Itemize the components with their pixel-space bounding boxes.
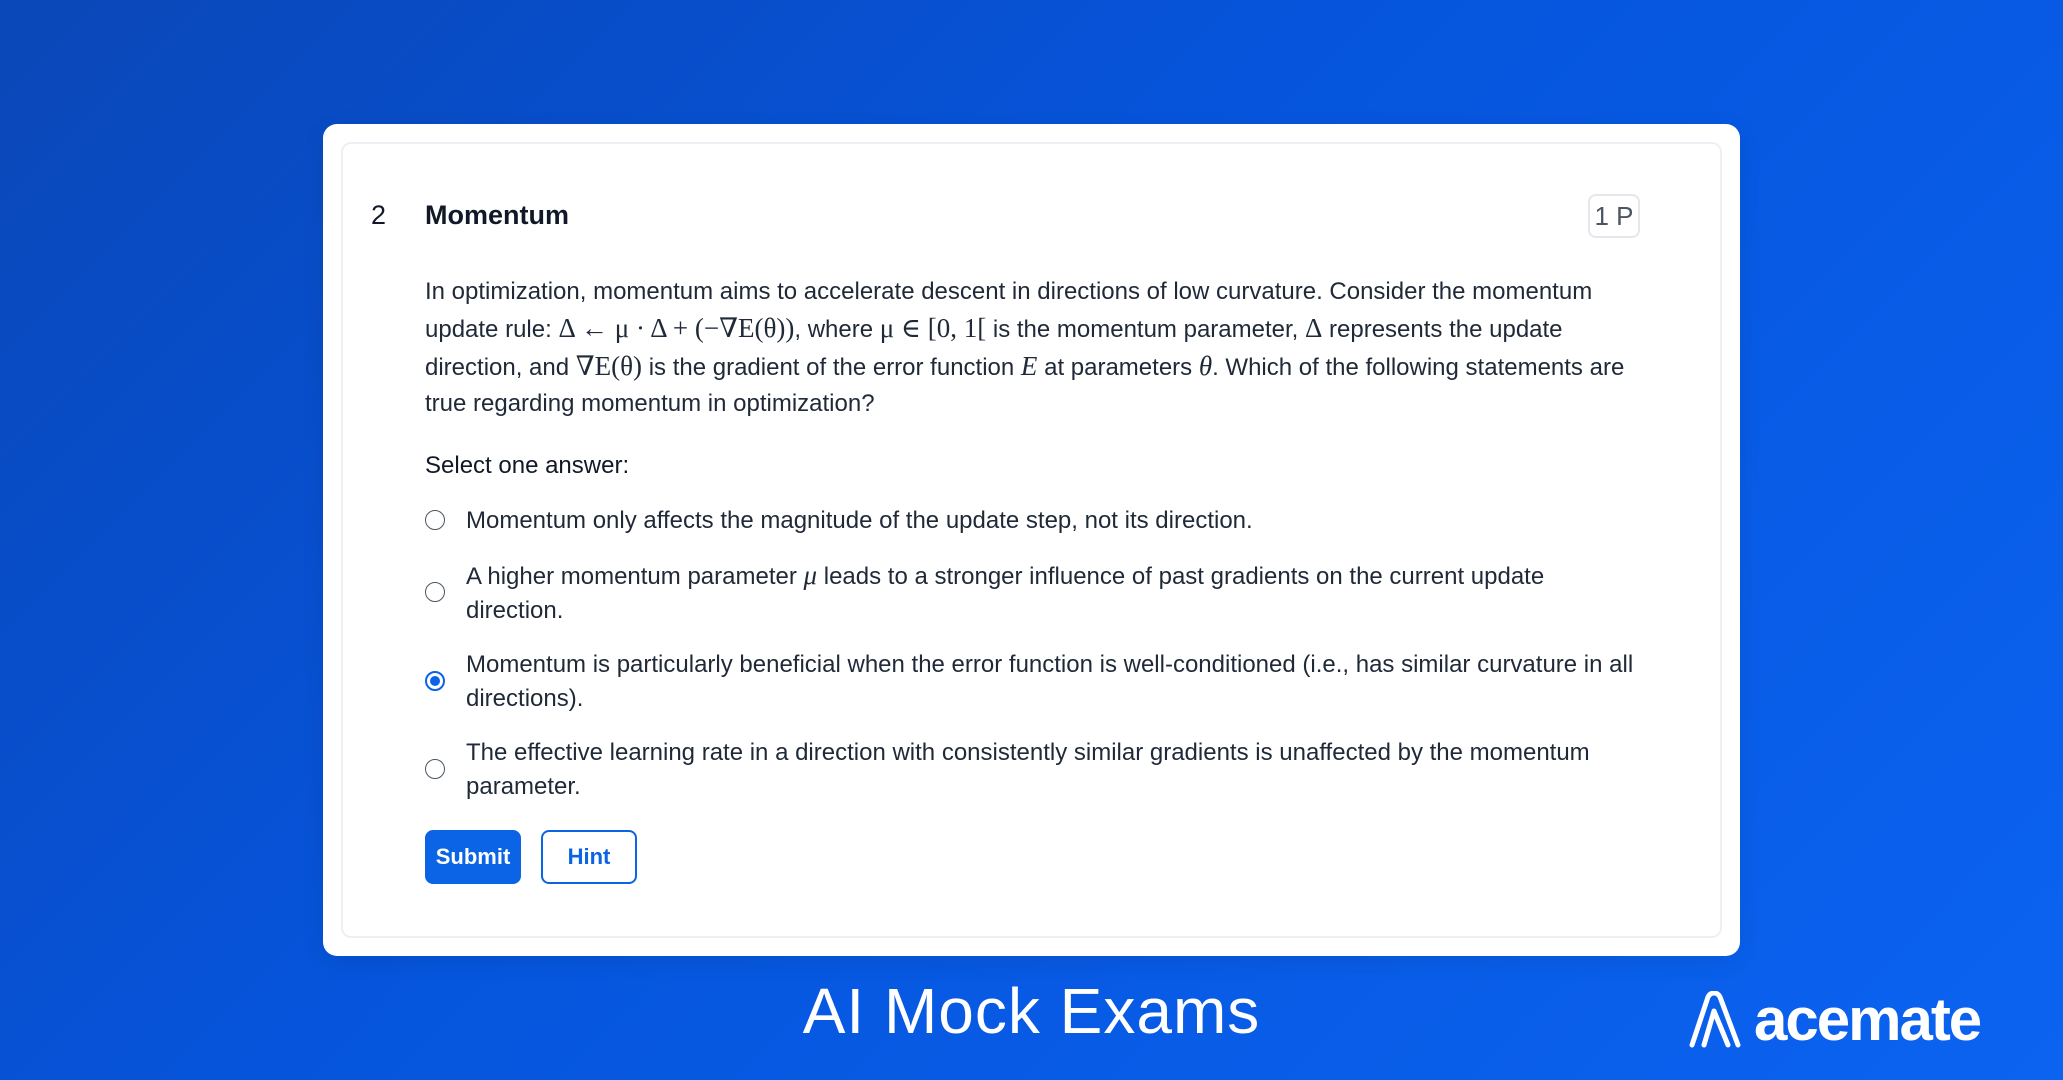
formula-theta-symbol: θ xyxy=(1198,351,1213,381)
answer-option-2-text-a: A higher momentum parameter xyxy=(466,563,804,590)
footer-title: AI Mock Exams xyxy=(802,975,1261,1047)
question-text-part: represents the update direction, and xyxy=(425,316,1563,381)
formula-theta xyxy=(1199,351,1212,381)
answer-option-4[interactable] xyxy=(425,736,1635,804)
answer-option-1[interactable] xyxy=(425,504,1635,538)
formula-e-symbol: E xyxy=(1020,351,1038,381)
formula-delta: Δ xyxy=(1304,313,1323,343)
question-text-part: In optimization, momentum aims to accelerate descent in directions of low curvature. Consider the momentum update rule: xyxy=(425,278,1593,343)
brand-name: acemate xyxy=(1754,986,1981,1053)
question-number: 2 xyxy=(371,200,387,230)
hint-button[interactable]: Hint xyxy=(541,830,637,884)
question-text-part: , where xyxy=(794,316,880,343)
brand-logo xyxy=(1688,986,1981,1053)
answer-option-1-text: Momentum only affects the magnitude of the update step, not its direction. xyxy=(466,507,1253,534)
formula-mu-range: μ ∈ [0, 1[ xyxy=(879,313,987,343)
question-text xyxy=(425,274,1635,422)
points-badge: 1 P xyxy=(1588,194,1640,238)
acemate-logo-icon xyxy=(1688,991,1744,1049)
answer-option-4-text: The effective learning rate in a direction with consistently similar gradients is unaffected by the momentum parameter. xyxy=(466,739,1590,800)
radio-button-option-1[interactable] xyxy=(425,510,445,530)
answer-options xyxy=(425,504,1635,804)
answer-option-2[interactable] xyxy=(425,558,1635,628)
formula-e xyxy=(1021,351,1038,381)
question-panel xyxy=(341,142,1722,938)
radio-button-option-3-selected[interactable] xyxy=(425,671,445,691)
submit-button[interactable]: Submit xyxy=(425,830,521,884)
select-one-label: Select one answer: xyxy=(425,452,630,479)
question-text-part: at parameters xyxy=(1037,354,1199,381)
radio-button-option-2[interactable] xyxy=(425,582,445,602)
question-text-part: is the momentum parameter, xyxy=(986,316,1305,343)
question-card xyxy=(323,124,1740,956)
formula-gradient: ∇E(θ) xyxy=(575,351,643,381)
question-text-part: . Which of the following statements are true regarding momentum in optimization? xyxy=(425,354,1625,417)
question-title: Momentum xyxy=(425,200,569,230)
question-text-part: is the gradient of the error function xyxy=(642,354,1021,381)
answer-option-2-text-b: leads to a stronger influence of past gradients on the current update direction. xyxy=(466,563,1545,624)
answer-option-3-text: Momentum is particularly beneficial when the error function is well-conditioned (i.e., has similar curvature in all directions). xyxy=(466,651,1634,712)
radio-button-option-4[interactable] xyxy=(425,759,445,779)
formula-mu-symbol: μ xyxy=(803,560,818,590)
formula-update-rule: Δ ← μ · Δ + (−∇E(θ)) xyxy=(558,313,795,343)
answer-option-3[interactable] xyxy=(425,648,1635,716)
formula-mu xyxy=(804,560,818,590)
action-buttons xyxy=(425,830,637,884)
